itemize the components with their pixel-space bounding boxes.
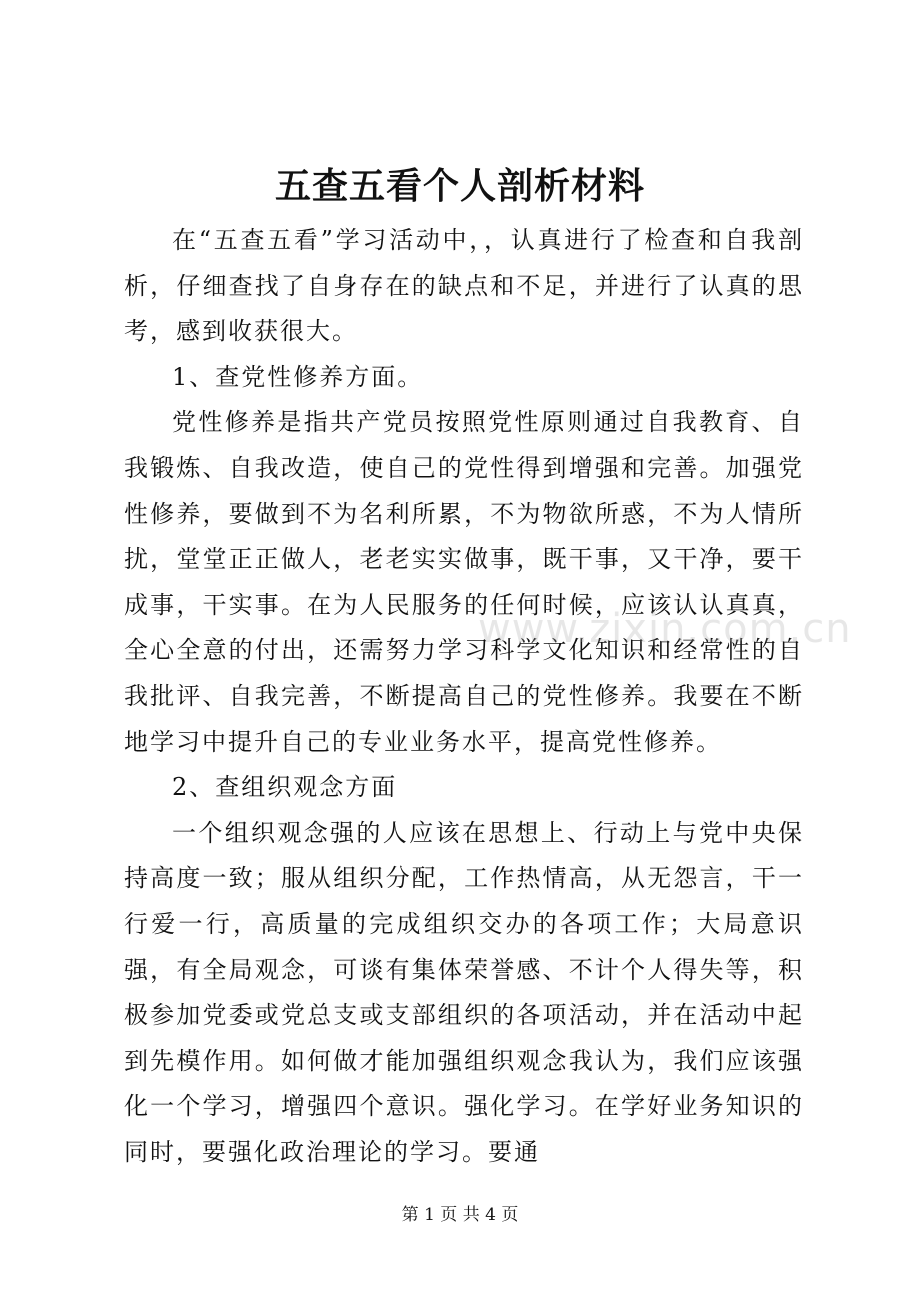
- page-footer: 第 1 页 共 4 页: [401, 1205, 519, 1225]
- intro-paragraph: 在“五查五看”学习活动中，，认真进行了检查和自我剖析，仔细查找了自身存在的缺点和不足，并进行了认真的思考，感到收获很大。: [124, 226, 804, 346]
- document-body: [124, 218, 804, 1175]
- site-watermark: www.zixin.com.cn: [478, 606, 852, 652]
- party-spirit-paragraph: 党性修养是指共产党员按照党性原则通过自我教育、自我锻炼、自我改造，使自己的党性得到增强和完善。加强党性修养，要做到不为名利所累，不为物欲所惑，不为人情所扰，堂堂正正做人，老老实实做事，既干事，又干净，要干成事，干实事。在为人民服务的任何时候，应该认认真真，全心全意的付出，还需努力学习科学文化知识和经常性的自我批评、自我完善，不断提高自己的党性修养。我要在不断地学习中提升自己的专业业务水平，提高党性修养。: [124, 408, 804, 756]
- document-title: 五查五看个人剖析材料: [274, 165, 645, 207]
- organization-paragraph: 一个组织观念强的人应该在思想上、行动上与党中央保持高度一致；服从组织分配，工作热情高，从无怨言，干一行爱一行，高质量的完成组织交办的各项工作；大局意识强，有全局观念，可谈有集体荣誉感、不计个人得失等，积极参加党委或党总支或支部组织的各项活动，并在活动中起到先模作用。如何做才能加强组织观念我认为，我们应该强化一个学习，增强四个意识。强化学习。在学好业务知识的同时，要强化政治理论的学习。要通: [124, 818, 804, 1166]
- section-heading-party-spirit: 1、查党性修养方面。: [172, 362, 424, 391]
- section-heading-organization: 2、查组织观念方面: [172, 773, 398, 802]
